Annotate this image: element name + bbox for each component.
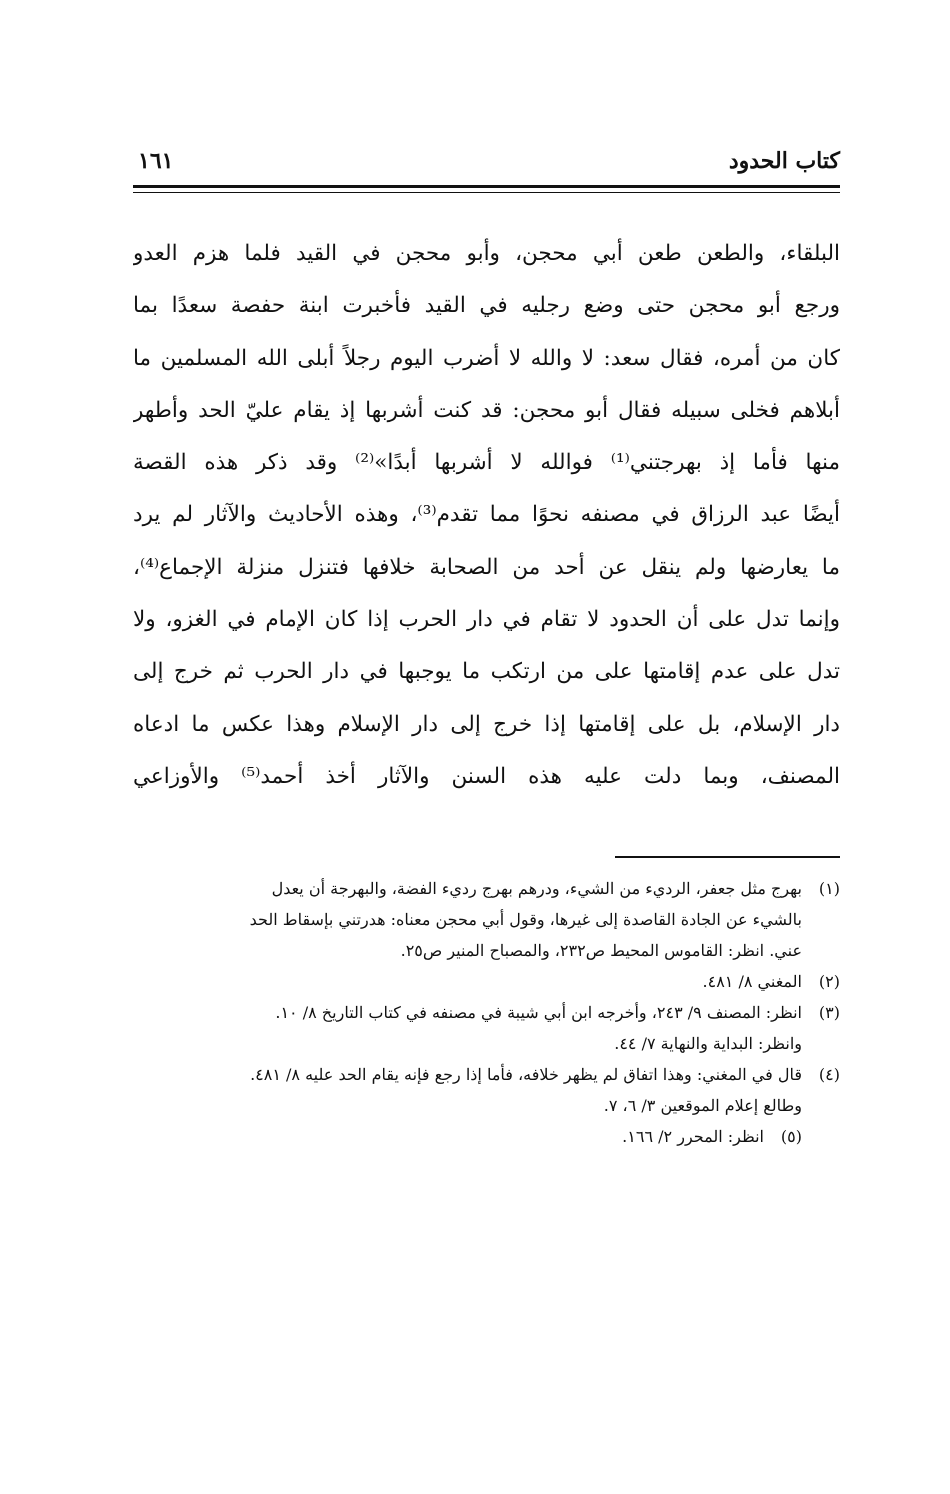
footnote-line [133,1059,840,1090]
footnote-number: (٢) [818,972,840,991]
footnote [133,1059,840,1121]
text-line: البلقاء، والطعن طعن أبي محجن، وأبو محجن في القيد فلما هزم العدو [133,241,840,266]
running-title: كتاب الحدود [728,148,840,174]
footnotes [133,873,840,1152]
footnote-number: (٤) [818,1065,840,1084]
footnote-line [133,997,840,1028]
footnote-line [133,873,840,904]
text-line: دار الإسلام، بل على إقامتها إذا خرج إلى دار الإسلام وهذا عكس ما ادعاه [133,711,840,737]
text-line: وإنما تدل على أن الحدود لا تقام في دار الحرب إذا كان الإمام في الغزو، ولا [133,607,840,633]
footnote-line: وانظر: البداية والنهاية ٧/ ٤٤. [614,1034,802,1053]
text-line: كان من أمره، فقال سعد: لا والله لا أضرب اليوم رجلاً أبلى الله المسلمين ما [133,345,840,371]
footnote-text: انظر: المصنف ٩/ ٢٤٣، وأخرجه ابن أبي شيبة في مصنفه في كتاب التاريخ ٨/ ١٠. [275,1003,802,1022]
footnote-number: (٣) [818,1003,840,1022]
footnote [133,873,840,966]
footnote-number: (١) [818,879,840,898]
header-rule-thick [133,185,840,188]
footnote-line [133,1121,840,1152]
footnote-text: المغني ٨/ ٤٨١. [702,972,802,991]
main-text [133,228,840,803]
footnote-line: بالشيء عن الجادة القاصدة إلى غيرها، وقول أبي محجن معناه: هدرتني بإسقاط الحد [249,910,802,929]
text-line: منها فأما إذ بهرجتني⁽¹⁾ فوالله لا أشربها أبدًا»⁽²⁾ وقد ذكر هذه القصة [133,450,840,476]
text-line: ورجع أبو محجن حتى وضع رجليه في القيد فأخبرت ابنة حفصة سعدًا بما [133,293,840,319]
footnote-text: بهرج مثل جعفر، الرديء من الشيء، ودرهم بهرج رديء الفضة، والبهرجة أن يعدل [271,879,802,898]
footnote-text: انظر: المحرر ٢/ ١٦٦. [622,1127,764,1146]
footnote [133,997,840,1059]
header-rule-thin [133,192,840,193]
footnote-separator [615,856,840,858]
page-number: ١٦١ [138,148,174,174]
footnote-number: (٥) [780,1127,802,1146]
text-line: تدل على عدم إقامتها على من ارتكب ما يوجبها في دار الحرب ثم خرج إلى [133,659,840,685]
footnote-line [133,966,840,997]
footnote [133,1121,840,1152]
footnote-text: قال في المغني: وهذا اتفاق لم يظهر خلافه، فأما إذا رجع فإنه يقام الحد عليه ٨/ ٤٨١. [250,1065,802,1084]
footnote [133,966,840,997]
footnote-line: وطالع إعلام الموقعين ٣/ ٦، ٧. [603,1096,802,1115]
text-line: أبلاهم فخلى سبيله فقال أبو محجن: قد كنت أشربها إذ يقام عليّ الحد وأطهر [133,397,840,423]
text-line: أيضًا عبد الرزاق في مصنفه نحوًا مما تقدم⁽³⁾، وهذه الأحاديث والآثار لم يرد [133,502,840,528]
text-line: المصنف، وبما دلت عليه هذه السنن والآثار أخذ أحمد⁽⁵⁾ والأوزاعي [133,763,840,789]
footnote-line: عني. انظر: القاموس المحيط ص٢٣٢، والمصباح المنير ص٢٥. [400,941,802,960]
page-header [133,138,840,188]
text-line: ما يعارضها ولم ينقل عن أحد من الصحابة خلافها فتنزل منزلة الإجماع⁽⁴⁾، [133,554,840,580]
